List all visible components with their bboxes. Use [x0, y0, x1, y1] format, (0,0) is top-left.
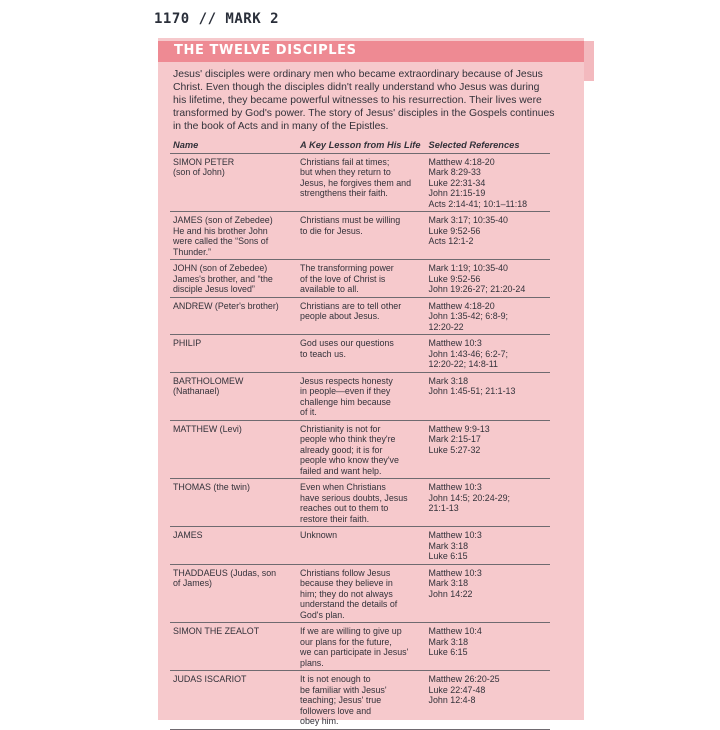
cell-references: [426, 527, 550, 565]
table-row: [170, 372, 550, 420]
table-body: [170, 153, 550, 729]
cell-name: [170, 212, 297, 260]
cell-line: to teach us.: [300, 348, 346, 359]
cell-line: John 14:5; 20:24-29;: [428, 492, 510, 503]
cell-line: Acts 2:14-41; 10:1–11:18: [428, 198, 528, 209]
cell-line: Christianity is not for: [300, 423, 381, 434]
cell-line: SIMON THE ZEALOT: [173, 626, 260, 636]
cell-line: Luke 22:31-34: [428, 177, 486, 188]
cell-line: Mark 3:18: [428, 636, 469, 647]
cell-line: strengthens their faith.: [300, 188, 388, 198]
cell-name: [170, 564, 297, 623]
cell-name: [170, 479, 297, 527]
cell-line: be familiar with Jesus': [300, 684, 387, 695]
cell-line: John 1:35-42; 6:8-9;: [428, 311, 508, 321]
cell-lesson: [297, 671, 426, 730]
cell-line: Even when Christians: [300, 482, 386, 492]
cell-line: Mark 3:18: [428, 540, 469, 551]
cell-line: Luke 9:52-56: [428, 225, 481, 236]
column-header-references: Selected References: [426, 137, 550, 153]
cell-line: Acts 12:1-2: [428, 236, 474, 246]
cell-line: SIMON PETER: [173, 156, 235, 167]
cell-line: Matthew 10:3: [428, 338, 482, 348]
cell-line: people about Jesus.: [300, 311, 380, 321]
cell-line: people who know they've: [300, 455, 399, 465]
cell-line: Christians fail at times;: [300, 156, 390, 167]
cell-line: God's plan.: [300, 609, 345, 620]
cell-line: Matthew 4:18-20: [428, 156, 495, 167]
cell-line: Matthew 26:20-25: [428, 674, 500, 684]
cell-line: restore their faith.: [300, 513, 370, 524]
cell-line: Unknown: [300, 530, 338, 540]
cell-references: [426, 260, 550, 298]
cell-line: (son of John): [173, 167, 225, 177]
disciples-table: [170, 137, 550, 730]
cell-line: MATTHEW (Levi): [173, 423, 242, 434]
table-row: [170, 623, 550, 671]
cell-line: in people—even if they: [300, 386, 391, 396]
cell-line: Luke 22:47-48: [428, 684, 486, 695]
cell-references: [426, 153, 550, 212]
cell-line: Jesus, he forgives them and: [300, 177, 412, 188]
cell-line: BARTHOLOMEW: [173, 375, 244, 386]
cell-line: John 1:45-51; 21:1-13: [428, 386, 516, 396]
cell-line: Jesus respects honesty: [300, 375, 393, 386]
cell-references: [426, 372, 550, 420]
cell-line: THADDAEUS (Judas, son: [173, 567, 277, 578]
cell-line: Matthew 10:4: [428, 626, 482, 636]
column-header-lesson: A Key Lesson from His Life: [297, 137, 426, 153]
cell-line: plans.: [300, 657, 324, 668]
intro-paragraph: Jesus' disciples were ordinary men who became extraordinary because of Jesus Christ. Even though the disciples didn't really understand who Jesus was during his lifetime, they became powerful witnesses to his resurrection. Their lives were transformed by God's power. The story of Jesus' disciples in the Gospels continues in the book of Acts and in many of the Epistles.: [173, 69, 555, 132]
cell-line: challenge him because: [300, 396, 391, 407]
cell-line: to die for Jesus.: [300, 225, 363, 236]
cell-line: 12:20-22: [428, 321, 464, 332]
cell-lesson: [297, 260, 426, 298]
column-header-name: Name: [170, 137, 297, 153]
cell-line: followers love and: [300, 705, 372, 716]
cell-line: Matthew 9:9-13: [428, 423, 490, 434]
table-row: [170, 335, 550, 373]
cell-line: 12:20-22; 14:8-11: [428, 359, 498, 369]
cell-line: JUDAS ISCARIOT: [173, 674, 247, 684]
table-row: [170, 260, 550, 298]
cell-line: people who think they're: [300, 434, 396, 444]
cell-line: Mark 8:29-33: [428, 167, 481, 177]
cell-line: were called the “Sons of: [173, 236, 269, 246]
cell-line: of James): [173, 578, 212, 588]
cell-line: because they believe in: [300, 578, 393, 588]
cell-lesson: [297, 335, 426, 373]
table-row: [170, 564, 550, 623]
cell-name: [170, 623, 297, 671]
cell-references: [426, 420, 550, 479]
cell-name: [170, 372, 297, 420]
cell-lesson: [297, 297, 426, 335]
cell-line: Mark 3:18: [428, 578, 469, 588]
cell-line: JAMES (son of Zebedee): [173, 215, 273, 225]
cell-line: Mark 3:17; 10:35-40: [428, 215, 508, 225]
cell-line: Matthew 10:3: [428, 530, 482, 540]
cell-line: Mark 1:19; 10:35-40: [428, 263, 508, 273]
cell-line: 21:1-13: [428, 503, 459, 513]
cell-lesson: [297, 527, 426, 565]
cell-lesson: [297, 564, 426, 623]
table-row: [170, 479, 550, 527]
cell-line: James's brother, and “the: [173, 273, 273, 284]
running-head: 1170 // MARK 2: [154, 11, 280, 27]
cell-line: It is not enough to: [300, 674, 371, 684]
cell-line: ANDREW (Peter's brother): [173, 300, 279, 311]
cell-line: Thunder.”: [173, 246, 211, 257]
cell-line: Mark 2:15-17: [428, 434, 481, 444]
cell-line: God uses our questions: [300, 338, 394, 348]
cell-line: If we are willing to give up: [300, 626, 402, 636]
cell-name: [170, 335, 297, 373]
cell-line: Matthew 10:3: [428, 482, 482, 492]
table-row: [170, 153, 550, 212]
cell-line: Christians follow Jesus: [300, 567, 391, 578]
cell-line: JAMES: [173, 530, 203, 540]
cell-name: [170, 153, 297, 212]
cell-line: obey him.: [300, 716, 339, 726]
cell-line: disciple Jesus loved”: [173, 284, 255, 294]
cell-line: Luke 9:52-56: [428, 273, 481, 284]
cell-references: [426, 212, 550, 260]
page-edge-tab: [584, 41, 594, 81]
cell-line: of the love of Christ is: [300, 273, 386, 284]
cell-line: John 19:26-27; 21:20-24: [428, 284, 526, 294]
cell-line: John 1:43-46; 6:2-7;: [428, 348, 508, 359]
cell-line: Luke 6:15: [428, 647, 468, 657]
table-row: [170, 671, 550, 730]
cell-line: already good; it is for: [300, 444, 383, 455]
cell-lesson: [297, 212, 426, 260]
cell-line: The transforming power: [300, 263, 394, 273]
cell-name: [170, 671, 297, 730]
cell-line: failed and want help.: [300, 465, 382, 476]
cell-lesson: [297, 372, 426, 420]
cell-line: Christians must be willing: [300, 215, 401, 225]
cell-line: of it.: [300, 407, 317, 417]
cell-name: [170, 260, 297, 298]
cell-references: [426, 335, 550, 373]
cell-references: [426, 623, 550, 671]
cell-name: [170, 297, 297, 335]
table-row: [170, 297, 550, 335]
cell-line: Luke 6:15: [428, 551, 468, 561]
cell-lesson: [297, 479, 426, 527]
cell-lesson: [297, 420, 426, 479]
cell-references: [426, 297, 550, 335]
cell-line: reaches out to them to: [300, 503, 389, 513]
table-header-row: [170, 137, 550, 153]
box-title: THE TWELVE DISCIPLES: [174, 43, 357, 58]
cell-name: [170, 527, 297, 565]
cell-lesson: [297, 623, 426, 671]
cell-line: him; they do not always: [300, 588, 393, 599]
cell-line: Mark 3:18: [428, 375, 469, 386]
cell-line: THOMAS (the twin): [173, 482, 250, 492]
cell-line: PHILIP: [173, 338, 202, 348]
cell-line: John 14:22: [428, 588, 473, 599]
cell-references: [426, 564, 550, 623]
cell-line: have serious doubts, Jesus: [300, 492, 408, 503]
cell-line: Luke 5:27-32: [428, 444, 481, 455]
table-row: [170, 527, 550, 565]
cell-line: Matthew 4:18-20: [428, 300, 495, 311]
cell-line: our plans for the future,: [300, 636, 392, 647]
cell-line: John 12:4-8: [428, 695, 476, 705]
cell-line: but when they return to: [300, 167, 391, 177]
cell-line: (Nathanael): [173, 386, 220, 396]
cell-references: [426, 479, 550, 527]
table-row: [170, 420, 550, 479]
cell-line: Christians are to tell other: [300, 300, 402, 311]
cell-lesson: [297, 153, 426, 212]
cell-line: Matthew 10:3: [428, 567, 482, 578]
cell-line: available to all.: [300, 284, 359, 294]
cell-references: [426, 671, 550, 730]
cell-line: JOHN (son of Zebedee): [173, 263, 268, 273]
cell-name: [170, 420, 297, 479]
cell-line: teaching; Jesus' true: [300, 695, 382, 705]
cell-line: we can participate in Jesus': [300, 647, 409, 657]
cell-line: John 21:15-19: [428, 188, 486, 198]
cell-line: understand the details of: [300, 599, 398, 609]
cell-line: He and his brother John: [173, 225, 268, 236]
table-row: [170, 212, 550, 260]
